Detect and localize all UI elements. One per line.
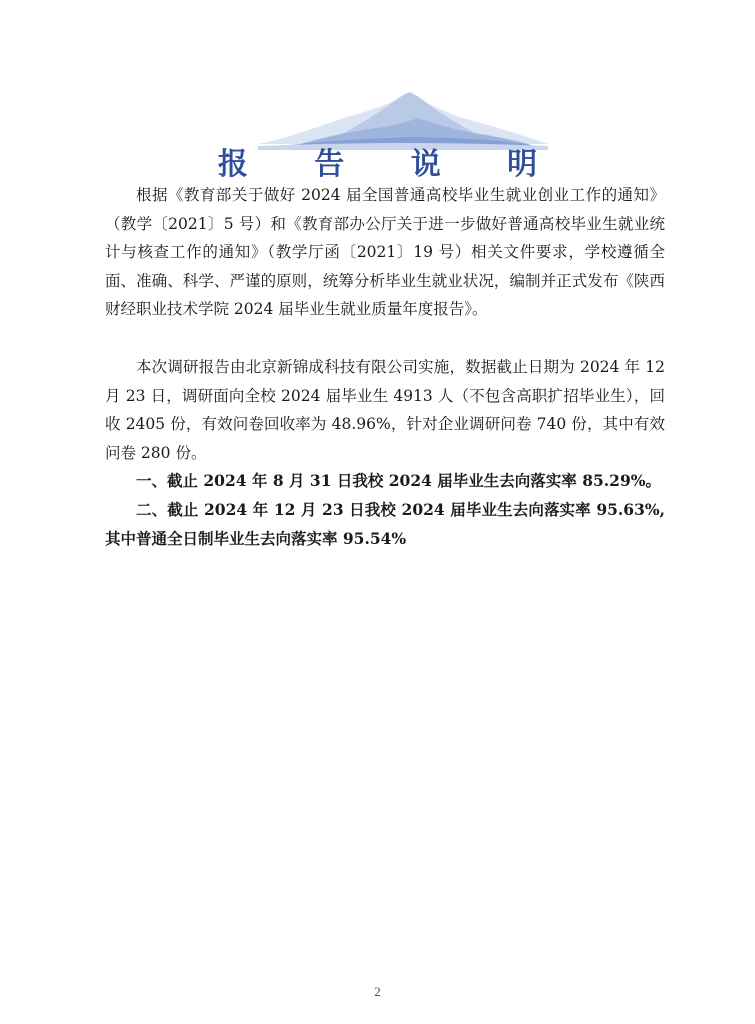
page-number: 2 [374,984,381,999]
finding-august-placement-rate: 一、截止 2024 年 8 月 31 日我校 2024 届毕业生去向落实率 85.29%。 [136,471,661,490]
paragraph-report-basis: 根据《教育部关于做好 2024 届全国普通高校毕业生就业创业工作的通知》（教学〔2021〕5 号）和《教育部办公厅关于进一步做好普通高校毕业生就业统计与核查工作的通知》（教学厅函〔2021〕19 号）相关文件要求，学校遵循全面、准确、科学、严谨的原则，统筹分析毕业生就业状况，编制并正式发布《陕西财经职业技术学院 2024 届毕业生就业质量年度报告》。 [105,186,665,319]
page-title: 报 告 说 明 [217,147,566,182]
finding-december-placement-rate: 二、截止 2024 年 12 月 23 日我校 2024 届毕业生去向落实率 95.63%,其中普通全日制毕业生去向落实率 95.54% [105,500,665,548]
paragraph-survey-details: 本次调研报告由北京新锦成科技有限公司实施，数据截止日期为 2024 年 12 月 23 日，调研面向全校 2024 届毕业生 4913 人（不包含高职扩招毕业生），回收 2405 份，有效问卷回收率为 48.96%，针对企业调研问卷 740 份，其中有效问卷 280 份。 [105,358,665,462]
mountain-landscape-icon [258,88,548,150]
